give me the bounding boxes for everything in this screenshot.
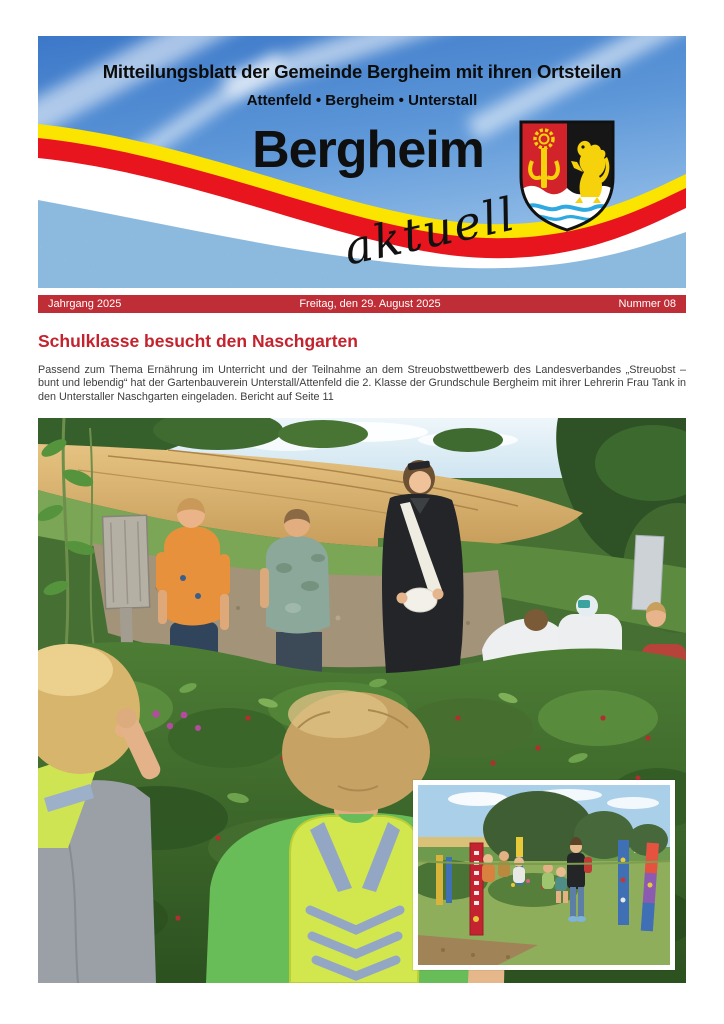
masthead-line2: Attenfeld • Bergheim • Unterstall: [246, 92, 478, 109]
issue-year: Jahrgang 2025: [48, 298, 122, 310]
welcome-post: [470, 843, 483, 935]
masthead-subtitle: aktuell: [339, 186, 521, 276]
article-body: Passend zum Thema Ernährung im Unterricht und der Teilnahme an dem Streuobstwettbewerb des Landesverbandes „Streuobst – bunt und lebendig“ hat der Gartenbauverein Unterstall/Attenfeld die 2. Klasse der Grundschule Bergheim mit ihrer Lehrerin Frau Tank in den Unterstaller Naschgarten eingeladen. Bericht auf Seite 11: [38, 364, 686, 403]
masthead-line1: Mitteilungsblatt der Gemeinde Bergheim mit ihren Ortsteilen: [102, 61, 622, 82]
bergheim-coat-of-arms-icon: [517, 119, 617, 233]
masthead-title: Bergheim: [252, 121, 484, 179]
masthead: [38, 36, 686, 288]
article-headline: Schulklasse besucht den Naschgarten: [38, 331, 358, 351]
issue-date: Freitag, den 29. August 2025: [299, 298, 441, 310]
inset-photo: [413, 780, 675, 970]
inset-photo-scene: [418, 785, 670, 965]
issue-number: Nummer 08: [618, 298, 676, 310]
issue-info-bar: [38, 295, 686, 313]
